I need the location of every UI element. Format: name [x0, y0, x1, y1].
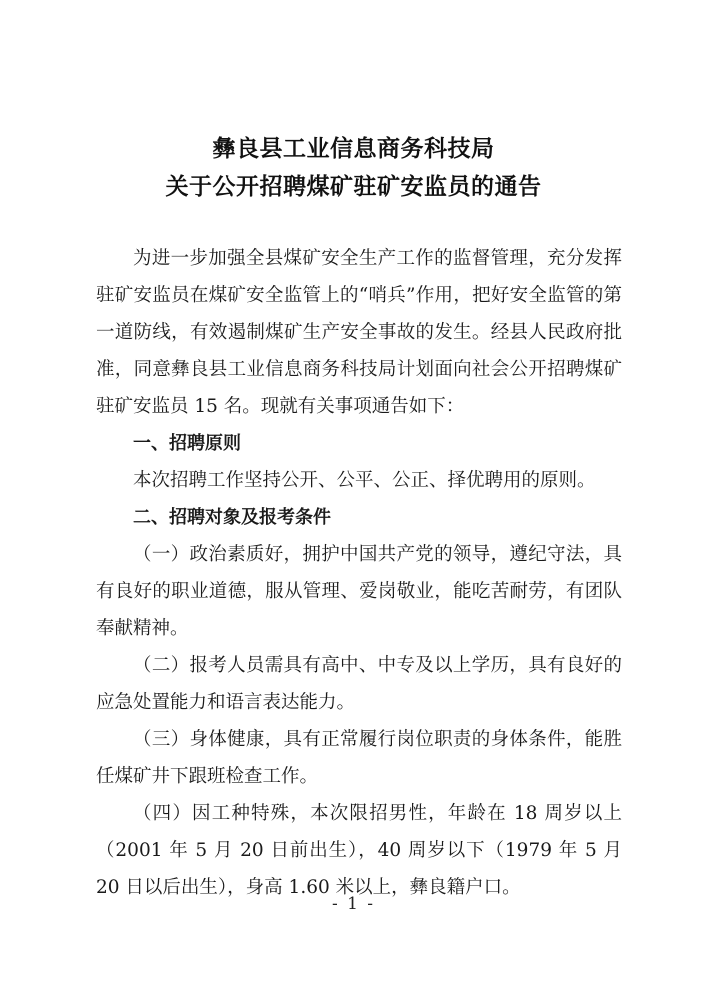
section-heading-eligibility: 二、招聘对象及报考条件 [133, 507, 331, 528]
document-title-line1: 彝良县工业信息商务科技局 [212, 136, 495, 162]
section-heading-principles: 一、招聘原则 [133, 433, 241, 454]
eligibility-item-2: （二）报考人员需具有高中、中专及以上学历，具有良好的应急处置能力和语言表达能力。 [96, 655, 622, 713]
page-number: - 1 - [331, 894, 376, 914]
document-title-line2: 关于公开招聘煤矿驻矿安监员的通告 [165, 174, 542, 200]
principles-paragraph: 本次招聘工作坚持公开、公平、公正、择优聘用的原则。 [133, 470, 596, 491]
eligibility-item-1: （一）政治素质好，拥护中国共产党的领导，遵纪守法，具有良好的职业道德，服从管理、爱岗敬业，能吃苦耐劳，有团队奉献精神。 [96, 544, 622, 639]
intro-paragraph: 为进一步加强全县煤矿安全生产工作的监督管理，充分发挥驻矿安监员在煤矿安全监管上的“哨兵”作用，把好安全监管的第一道防线，有效遏制煤矿生产安全事故的发生。经县人民政府批准，同意彝良县工业信息商务科技局计划面向社会公开招聘煤矿驻矿安监员 15 名。现就有关事项通告如下： [96, 248, 622, 417]
eligibility-item-3: （三）身体健康，具有正常履行岗位职责的身体条件，能胜任煤矿井下跟班检查工作。 [96, 729, 622, 787]
document-body [96, 240, 622, 906]
eligibility-item-4: （四）因工种特殊，本次限招男性，年龄在 18 周岁以上（2001 年 5 月 20 日前出生），40 周岁以下（1979 年 5 月 20 日以后出生），身高 1.60 米以上，彝良籍户口。 [96, 803, 622, 898]
